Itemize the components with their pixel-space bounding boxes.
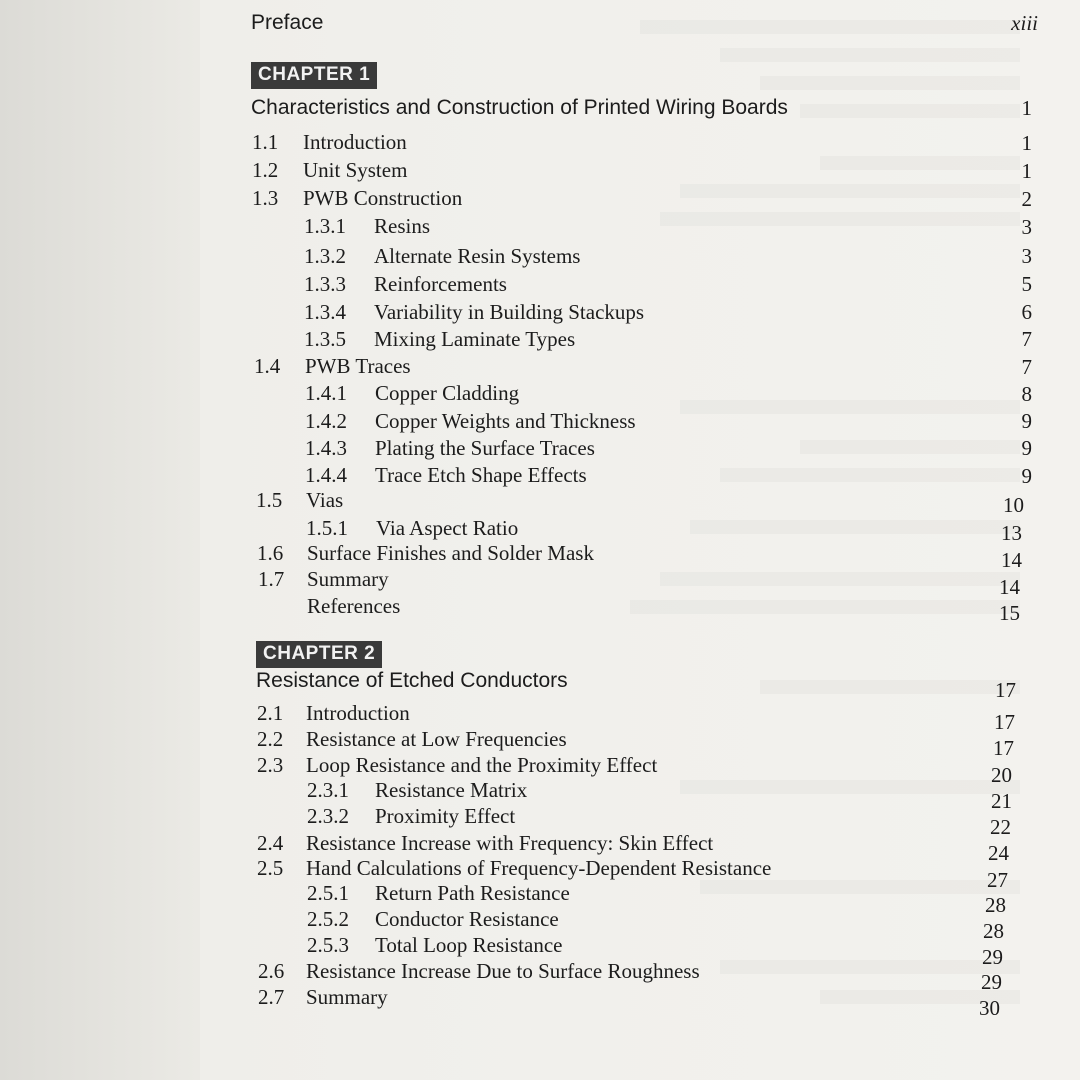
toc-num: 1.2: [252, 158, 279, 182]
page-number: xiii: [1011, 11, 1038, 35]
toc-num: 1.3.1: [304, 214, 346, 238]
toc-num: 2.3.2: [307, 804, 349, 828]
toc-num: 1.3.2: [304, 244, 346, 268]
toc-num: 2.4: [257, 831, 284, 855]
toc-page: 29: [981, 970, 1002, 994]
toc-label: Resistance Increase Due to Surface Roughness: [306, 959, 700, 983]
toc-page: 24: [988, 841, 1009, 865]
toc-num: 2.3.1: [307, 778, 349, 802]
toc-num: 2.2: [257, 727, 284, 751]
toc-page: 17: [993, 736, 1014, 760]
toc-num: 1.5.1: [306, 516, 348, 540]
toc-page: 15: [999, 601, 1020, 625]
toc-num: 1.3.4: [304, 300, 346, 324]
toc-label: Surface Finishes and Solder Mask: [307, 541, 594, 565]
chapter-1-page: 1: [1021, 96, 1032, 120]
toc-label: Conductor Resistance: [375, 907, 559, 931]
toc-page: 10: [1003, 493, 1024, 517]
toc-num: 1.4: [254, 354, 281, 378]
toc-label: Vias: [306, 488, 344, 512]
toc-page: 27: [987, 868, 1008, 892]
toc-page: 9: [1021, 436, 1032, 460]
toc-label: Reinforcements: [374, 272, 507, 296]
toc-label: Resistance Increase with Frequency: Skin Effect: [306, 831, 714, 855]
toc-label: Total Loop Resistance: [375, 933, 563, 957]
toc-label: Via Aspect Ratio: [376, 516, 519, 540]
toc-page: 30: [979, 996, 1000, 1020]
toc-label: Loop Resistance and the Proximity Effect: [306, 753, 658, 777]
toc-page: 17: [994, 710, 1015, 734]
toc-page: 1: [1021, 131, 1032, 155]
chapter-2-badge: CHAPTER 2: [256, 641, 382, 668]
toc-page: 9: [1021, 464, 1032, 488]
toc-label: PWB Construction: [303, 186, 463, 210]
toc-label: Alternate Resin Systems: [374, 244, 581, 268]
chapter-2-title: Resistance of Etched Conductors: [256, 669, 568, 692]
toc-label: Introduction: [306, 701, 410, 725]
toc-num: 2.5.1: [307, 881, 349, 905]
toc-label: Return Path Resistance: [375, 881, 570, 905]
toc-page: 9: [1021, 409, 1032, 433]
toc-num: 2.7: [258, 985, 285, 1009]
toc-label: Mixing Laminate Types: [374, 327, 576, 351]
toc-page: 2: [1021, 187, 1032, 211]
toc-num: 1.6: [257, 541, 284, 565]
toc-label: PWB Traces: [305, 354, 411, 378]
toc-page: 3: [1021, 215, 1032, 239]
toc-num: 1.5: [256, 488, 283, 512]
toc-page: 28: [985, 893, 1006, 917]
toc-num: 2.6: [258, 959, 285, 983]
toc-page: 7: [1021, 327, 1032, 351]
toc-num: 2.5.2: [307, 907, 349, 931]
toc-page: 8: [1021, 382, 1032, 406]
toc-label: Resistance at Low Frequencies: [306, 727, 567, 751]
toc-label: Summary: [307, 567, 389, 591]
toc-label: Hand Calculations of Frequency-Dependent Resistance: [306, 856, 772, 880]
toc-label: Unit System: [303, 158, 408, 182]
toc-page: 21: [991, 789, 1012, 813]
toc-page: 6: [1021, 300, 1032, 324]
chapter-1-badge: CHAPTER 1: [251, 62, 377, 89]
toc-label: Resins: [374, 214, 431, 238]
toc-num: 1.4.3: [305, 436, 347, 460]
running-header-title: Preface: [251, 11, 324, 34]
toc-label: Plating the Surface Traces: [375, 436, 595, 460]
toc-num: 1.4.4: [305, 463, 347, 487]
toc-page: 3: [1021, 244, 1032, 268]
toc-num: 2.5.3: [307, 933, 349, 957]
toc-page: 1: [1021, 159, 1032, 183]
toc-num: 1.4.1: [305, 381, 347, 405]
toc-label: Variability in Building Stackups: [374, 300, 645, 324]
toc-num: 1.3.3: [304, 272, 346, 296]
facing-page-edge: [0, 0, 210, 1080]
toc-page: 29: [982, 945, 1003, 969]
toc-num: 1.4.2: [305, 409, 347, 433]
toc-label: References: [307, 594, 401, 618]
chapter-2-page: 17: [995, 678, 1016, 702]
toc-page: 13: [1001, 521, 1022, 545]
toc-page: 14: [1001, 548, 1022, 572]
toc-label: Resistance Matrix: [375, 778, 528, 802]
toc-num: 2.1: [257, 701, 284, 725]
toc-label: Copper Weights and Thickness: [375, 409, 636, 433]
toc-label: Introduction: [303, 130, 407, 154]
toc-page: 14: [999, 575, 1020, 599]
toc-num: 1.1: [252, 130, 279, 154]
toc-num: 2.3: [257, 753, 284, 777]
toc-page: 28: [983, 919, 1004, 943]
toc-num: 1.3: [252, 186, 279, 210]
toc-label: Summary: [306, 985, 388, 1009]
toc-num: 1.3.5: [304, 327, 346, 351]
chapter-1-title: Characteristics and Construction of Printed Wiring Boards: [251, 96, 788, 119]
toc-page: 7: [1021, 355, 1032, 379]
toc-label: Proximity Effect: [375, 804, 516, 828]
toc-page: 5: [1021, 272, 1032, 296]
toc-num: 2.5: [257, 856, 284, 880]
toc-label: Copper Cladding: [375, 381, 520, 405]
toc-label: Trace Etch Shape Effects: [375, 463, 587, 487]
toc-page: 22: [990, 815, 1011, 839]
toc-page: 20: [991, 763, 1012, 787]
toc-num: 1.7: [258, 567, 285, 591]
